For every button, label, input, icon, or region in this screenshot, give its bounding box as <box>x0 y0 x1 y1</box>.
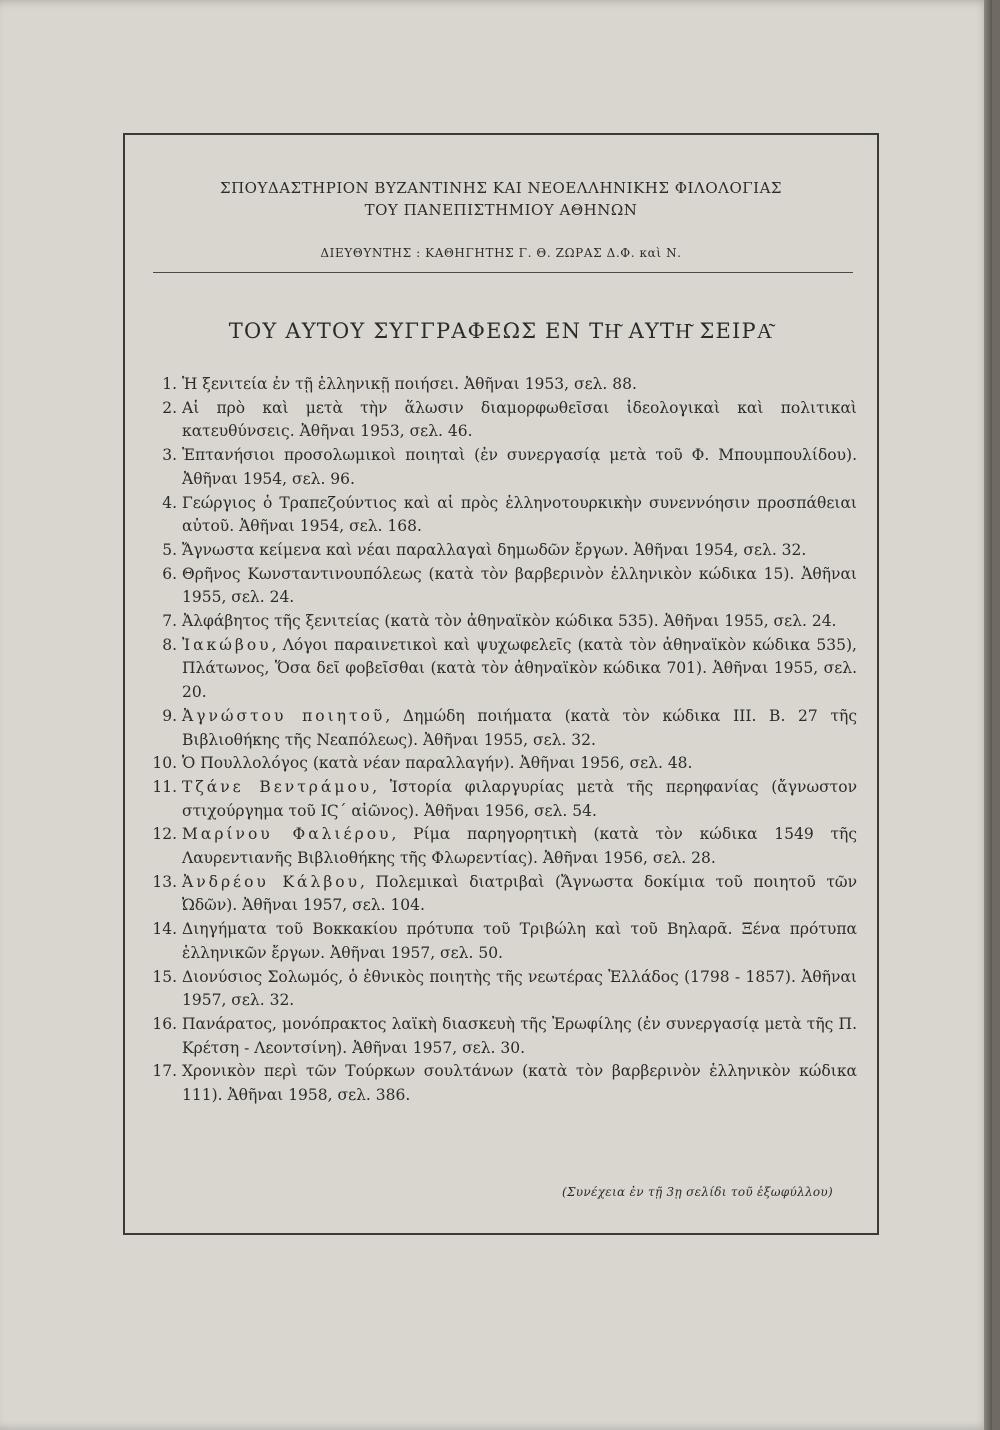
item-author: Τζάνε Βεντράμου <box>182 777 373 796</box>
institution-header <box>125 177 877 221</box>
item-number: 6. <box>162 564 177 583</box>
item-number: 14. <box>152 920 177 939</box>
list-item <box>137 871 857 918</box>
item-author: Ἀνδρέου Κάλβου <box>182 872 361 891</box>
list-item <box>137 373 857 397</box>
item-author: Ἀγνώστου ποιητοῦ <box>182 706 386 725</box>
item-text: Ὁ Πουλλολόγος (κατὰ νέαν παραλλαγήν). Ἀθῆναι 1956, σελ. 48. <box>182 754 693 773</box>
institution-line-1: ΣΠΟΥΔΑΣΤΗΡΙΟΝ ΒΥΖΑΝΤΙΝΗΣ ΚΑΙ ΝΕΟΕΛΛΗΝΙΚΗΣ ΦΙΛΟΛΟΓΙΑΣ <box>219 179 783 197</box>
item-text: Ἑπτανήσιοι προσολωμικοὶ ποιηταὶ (ἐν συνεργασίᾳ μετὰ τοῦ Φ. Μπουμπουλίδου). Ἀθῆναι 1954, σελ. 96. <box>182 446 857 488</box>
item-number: 13. <box>152 872 177 891</box>
list-item <box>137 444 857 491</box>
item-number: 10. <box>152 754 177 773</box>
list-item <box>137 492 857 539</box>
item-text: Πανάρατος, μονόπρακτος λαϊκὴ διασκευὴ τῆς Ἐρωφίλης (ἐν συνεργασίᾳ μετὰ τῆς Π. Κρέτση - Λεοντσίνη). Ἀθῆναι 1957, σελ. 30. <box>182 1014 857 1057</box>
item-number: 7. <box>162 612 177 631</box>
item-text: , Ἱστορία φιλαργυρίας μετὰ τῆς περηφανίας (ἄγνωστον στιχούργημα τοῦ ΙϚ΄ αἰῶνος). Ἀθῆναι 1956, σελ. 54. <box>182 777 857 820</box>
item-text: , Δημώδη ποιήματα (κατὰ τὸν κώδικα III. B. 27 τῆς Βιβλιοθήκης τῆς Νεαπόλεως). Ἀθῆναι 1955, σελ. 32. <box>182 706 857 749</box>
publication-list <box>137 373 857 1108</box>
item-number: 9. <box>162 706 177 725</box>
item-text: Γεώργιος ὁ Τραπεζούντιος καὶ αἱ πρὸς ἑλληνοτουρκικὴν συνεννόησιν προσπάθειαι αὐτοῦ. Ἀθῆναι 1954, σελ. 168. <box>182 493 857 536</box>
list-item <box>137 563 857 610</box>
item-author: Μαρίνου Φαλιέρου <box>182 825 392 844</box>
item-number: 3. <box>162 446 177 465</box>
page-title: ΤΟΥ ΑΥΤΟΥ ΣΥΓΓΡΑΦΕΩΣ ΕΝ ΤΗ͂ ΑΥΤΗ͂ ΣΕΙΡΑ͂ <box>228 319 774 343</box>
item-text: Αἱ πρὸ καὶ μετὰ τὴν ἅλωσιν διαμορφωθεῖσαι ἰδεολογικαὶ καὶ πολιτικαὶ κατευθύνσεις. Ἀθῆναι 1953, σελ. 46. <box>182 398 857 441</box>
list-item <box>137 776 857 823</box>
paper-edge <box>984 0 992 1430</box>
item-number: 4. <box>162 493 177 512</box>
item-author: Ἰακώβου <box>182 635 272 654</box>
list-item <box>137 397 857 444</box>
institution-line-2: ΤΟΥ ΠΑΝΕΠΙΣΤΗΜΙΟΥ ΑΘΗΝΩΝ <box>364 201 638 219</box>
list-item <box>137 1060 857 1107</box>
item-number: 17. <box>152 1062 177 1081</box>
item-text: Θρῆνος Κωνσταντινουπόλεως (κατὰ τὸν βαρβερινὸν ἑλληνικὸν κώδικα 15). Ἀθῆναι 1955, σελ. 24. <box>182 564 857 607</box>
item-number: 15. <box>152 967 177 986</box>
continuation-note: (Συνέχεια ἐν τῇ 3ῃ σελίδι τοῦ ἐξωφύλλου) <box>562 1185 833 1199</box>
item-text: Διηγήματα τοῦ Βοκκακίου πρότυπα τοῦ Τριβώλη καὶ τοῦ Βηλαρᾶ. Ξένα πρότυπα ἑλληνικῶν ἔργων. Ἀθῆναι 1957, σελ. 50. <box>182 920 857 962</box>
list-item <box>137 1013 857 1060</box>
item-text: , Λόγοι παραινετικοὶ καὶ ψυχωφελεῖς (κατὰ τὸν ἀθηναϊκὸν κώδικα 535), Πλάτωνος, Ὅσα δεῖ φοβεῖσθαι (κατὰ τὸν ἀθηναϊκὸν κώδικα 701). Ἀθῆναι 1955, σελ. 20. <box>182 635 857 702</box>
item-number: 5. <box>162 540 177 559</box>
director-line: ΔΙΕΥΘΥΝΤΗΣ : ΚΑΘΗΓΗΤΗΣ Γ. Θ. ΖΩΡΑΣ Δ.Φ. καὶ Ν. <box>320 246 682 260</box>
list-item <box>137 705 857 752</box>
list-item <box>137 823 857 870</box>
list-item <box>137 634 857 705</box>
item-text: Ἄγνωστα κείμενα καὶ νέαι παραλλαγαὶ δημωδῶν ἔργων. Ἀθῆναι 1954, σελ. 32. <box>182 540 807 559</box>
item-text: Χρονικὸν περὶ τῶν Τούρκων σουλτάνων (κατὰ τὸν βαρβερινὸν ἑλληνικὸν κώδικα 111). Ἀθῆναι 1958, σελ. 386. <box>182 1062 857 1105</box>
item-number: 16. <box>152 1014 177 1033</box>
item-number: 2. <box>162 398 177 417</box>
item-text: , Πολεμικαὶ διατριβαὶ (Ἄγνωστα δοκίμια τοῦ ποιητοῦ τῶν Ὠδῶν). Ἀθῆναι 1957, σελ. 104. <box>182 872 857 915</box>
list-item <box>137 539 857 563</box>
list-item <box>137 966 857 1013</box>
item-text: Ἡ ξενιτεία ἐν τῇ ἑλληνικῇ ποιήσει. Ἀθῆναι 1953, σελ. 88. <box>182 375 637 393</box>
item-text: Διονύσιος Σολωμός, ὁ ἐθνικὸς ποιητὴς τῆς νεωτέρας Ἑλλάδος (1798 - 1857). Ἀθῆναι 1957, σελ. 32. <box>182 967 857 1010</box>
list-item <box>137 752 857 776</box>
list-item <box>137 918 857 965</box>
item-number: 8. <box>162 635 177 654</box>
item-number: 1. <box>162 375 177 393</box>
item-number: 11. <box>152 777 177 796</box>
divider <box>153 272 853 273</box>
list-item <box>137 610 857 634</box>
item-text: Ἀλφάβητος τῆς ξενιτείας (κατὰ τὸν ἀθηναϊκὸν κώδικα 535). Ἀθῆναι 1955, σελ. 24. <box>182 612 837 631</box>
item-text: , Ρίμα παρηγορητικὴ (κατὰ τὸν κώδικα 1549 τῆς Λαυρεντιανῆς Βιβλιοθήκης τῆς Φλωρεντίας). Ἀθῆναι 1956, σελ. 28. <box>182 825 858 868</box>
item-number: 12. <box>152 825 177 844</box>
content-frame <box>123 133 879 1235</box>
